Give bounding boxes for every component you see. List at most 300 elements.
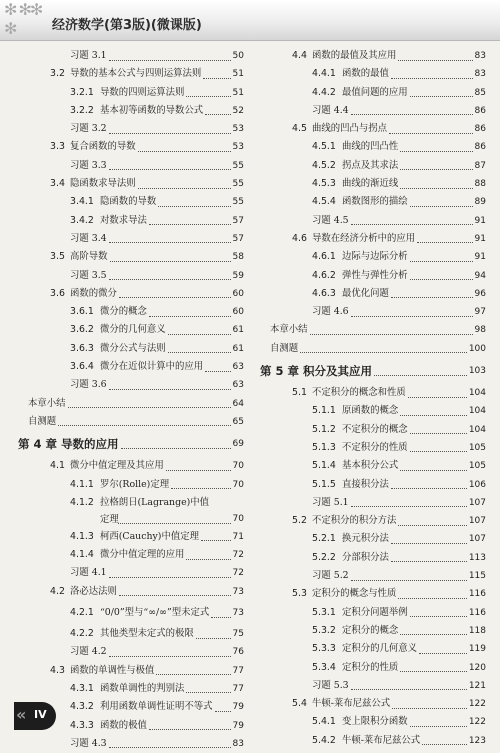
- dot-leader: [400, 470, 467, 471]
- toc-entry-number: 5.1.2: [312, 423, 336, 435]
- dot-leader: [168, 334, 231, 335]
- toc-subsection[interactable]: [18, 321, 244, 339]
- toc-subsection[interactable]: [18, 476, 244, 494]
- dot-leader: [166, 470, 231, 471]
- toc-page-number: 100: [468, 343, 486, 354]
- dot-leader: [392, 708, 467, 709]
- dot-leader: [109, 60, 231, 61]
- toc-page-number: 118: [468, 625, 486, 636]
- toc-section[interactable]: [18, 175, 244, 193]
- toc-entry-title: 弹性与弹性分析: [342, 269, 408, 281]
- toc-summary[interactable]: [18, 395, 244, 413]
- dot-leader: [408, 397, 467, 398]
- toc-entry-title: 函数的最值及其应用: [312, 50, 397, 61]
- toc-subsection[interactable]: [260, 193, 486, 211]
- toc-section[interactable]: [18, 285, 244, 303]
- dot-leader: [168, 352, 231, 353]
- toc-exercise[interactable]: [260, 212, 486, 230]
- toc-summary[interactable]: [18, 413, 244, 431]
- toc-page-number: 63: [232, 362, 244, 373]
- toc-entry-number: 5.3: [292, 588, 307, 600]
- toc-entry-title: 自测题: [28, 415, 57, 427]
- toc-entry-number: 4.1.1: [70, 478, 94, 490]
- toc-entry-title: 直接积分法: [342, 478, 389, 490]
- toc-entry-title: 习题 3.1: [70, 50, 107, 61]
- toc-entry-number: 4.2.1: [70, 607, 94, 619]
- toc-entry-title: 隐函数的导数: [100, 196, 157, 208]
- toc-page-number: 91: [474, 233, 486, 244]
- book-title: 经济数学(第3版)(微课版): [52, 18, 202, 33]
- dot-leader: [156, 674, 230, 675]
- toc-subsection[interactable]: [18, 212, 244, 230]
- toc-page-number: 120: [468, 662, 486, 673]
- toc-page-number: 79: [232, 702, 244, 713]
- dot-leader: [417, 242, 472, 243]
- toc-page-number: 59: [232, 270, 244, 281]
- toc-subsection[interactable]: [18, 680, 244, 698]
- toc-entry-title: 罗尔(Rolle)定理: [100, 478, 170, 490]
- page-header: [0, 0, 500, 41]
- toc-entry-title: 习题 4.4: [312, 104, 349, 116]
- dot-leader: [410, 96, 473, 97]
- toc-entry-title: 牛顿-莱布尼兹公式: [312, 698, 391, 710]
- toc-entry-title: 定积分的几何意义: [342, 643, 418, 655]
- toc-entry-number: 5.3.2: [312, 624, 336, 636]
- dot-leader: [119, 297, 231, 298]
- toc-page-number: 60: [232, 307, 244, 318]
- toc-entry-title: 习题 4.1: [70, 567, 107, 579]
- toc-page-number: 79: [232, 720, 244, 731]
- toc-subsection[interactable]: [18, 102, 244, 120]
- toc-page-number: 60: [232, 288, 244, 299]
- toc-entry-number: 4.2: [50, 585, 65, 597]
- toc-entry-number: 4.4.2: [312, 86, 336, 98]
- dot-leader: [398, 525, 466, 526]
- toc-entry-number: 4.6.3: [312, 287, 336, 299]
- toc-exercise[interactable]: [18, 267, 244, 285]
- toc-entry-number: 3.6.4: [70, 361, 94, 373]
- dot-leader: [109, 169, 231, 170]
- toc-subsection[interactable]: [260, 732, 486, 750]
- toc-entry-title: 其他类型未定式的极限: [100, 628, 194, 640]
- dot-leader: [398, 598, 466, 599]
- dot-leader: [400, 671, 467, 672]
- toc-entry-number: 4.3.1: [70, 682, 94, 694]
- dot-leader: [138, 188, 231, 189]
- dot-leader: [410, 726, 467, 727]
- toc-page-number: 94: [474, 270, 486, 281]
- toc-subsection[interactable]: [260, 421, 486, 439]
- toc-page-number: 61: [232, 343, 244, 354]
- toc-entry-title: 微分的几何意义: [100, 324, 166, 336]
- toc-entry-title: 原函数的概念: [342, 405, 399, 417]
- dot-leader: [351, 224, 473, 225]
- toc-entry-number: 5.4.2: [312, 734, 336, 746]
- toc-subsection[interactable]: [260, 604, 486, 622]
- toc-section[interactable]: [18, 457, 244, 475]
- double-chevron-icon: «: [16, 705, 27, 724]
- toc-page-number: 77: [232, 683, 244, 694]
- dot-leader: [410, 433, 467, 434]
- dot-leader: [149, 316, 231, 317]
- toc-page-number: 76: [232, 647, 244, 658]
- toc-page-number: 83: [474, 69, 486, 80]
- dot-leader: [186, 692, 230, 693]
- toc-page-number: 77: [232, 665, 244, 676]
- toc-subsection[interactable]: [260, 138, 486, 156]
- toc-subsection[interactable]: [260, 713, 486, 731]
- dot-leader: [211, 617, 230, 618]
- toc-page-number: 72: [232, 568, 244, 579]
- toc-subsection[interactable]: [260, 530, 486, 548]
- toc-subsection[interactable]: [260, 84, 486, 102]
- toc-entry-title: 函数图形的描绘: [342, 196, 408, 208]
- toc-subsection[interactable]: [18, 494, 244, 528]
- toc-entry-number: 3.4: [50, 178, 65, 190]
- toc-page-number: 97: [474, 307, 486, 318]
- toc-page-number: 65: [232, 416, 244, 427]
- toc-exercise[interactable]: [260, 102, 486, 120]
- dot-leader: [391, 561, 467, 562]
- toc-page-number: 55: [232, 160, 244, 171]
- toc-page-number: 64: [232, 398, 244, 409]
- toc-summary[interactable]: [260, 321, 486, 339]
- dot-leader: [310, 334, 473, 335]
- toc-entry-number: 3.3: [50, 141, 65, 153]
- toc-page-number: 73: [232, 608, 244, 619]
- toc-page-number: 86: [474, 105, 486, 116]
- toc-entry-title: 习题 3.3: [70, 159, 107, 171]
- dot-leader: [374, 375, 467, 376]
- toc-entry-number: 4.3.3: [70, 719, 94, 731]
- dot-leader: [410, 451, 467, 452]
- toc-subsection[interactable]: [18, 546, 244, 564]
- toc-entry-title: 习题 5.2: [312, 570, 349, 582]
- toc-page-number: 86: [474, 142, 486, 153]
- toc-entry-title: 拐点及其求法: [342, 159, 399, 171]
- toc-entry-number: 5.2.2: [312, 551, 336, 563]
- page-number-badge: [14, 702, 56, 730]
- toc-entry-title: 习题 5.1: [312, 496, 349, 508]
- toc-entry-number: 4.1.3: [70, 530, 94, 542]
- dot-leader: [109, 747, 231, 748]
- toc-exercise[interactable]: [18, 564, 244, 582]
- dot-leader: [205, 114, 230, 115]
- toc-page-number: 104: [468, 388, 486, 399]
- toc-entry-number: 5.1: [292, 387, 307, 399]
- dot-leader: [410, 279, 473, 280]
- toc-entry-number: 4.5.4: [312, 196, 336, 208]
- toc-section[interactable]: [260, 384, 486, 402]
- toc-entry-number: 4.6.2: [312, 269, 336, 281]
- toc-entry-title: 定积分问题举例: [342, 606, 408, 618]
- dot-leader: [391, 543, 467, 544]
- toc-entry-number: 3.2.2: [70, 104, 94, 116]
- dot-leader: [300, 352, 467, 353]
- toc-page-number: 58: [232, 252, 244, 263]
- toc-exercise[interactable]: [18, 735, 244, 753]
- toc-entry-title: 隐函数求导法则: [70, 178, 136, 190]
- toc-section[interactable]: [260, 230, 486, 248]
- toc-entry-title: 曲线的渐近线: [342, 178, 399, 190]
- toc-entry-title: 函数的微分: [70, 287, 117, 299]
- toc-page-number: 96: [474, 288, 486, 299]
- toc-page-number: 115: [468, 571, 486, 582]
- dot-leader: [109, 389, 231, 390]
- dot-leader: [121, 448, 231, 449]
- dot-leader: [203, 78, 230, 79]
- toc-entry-number: 3.5: [50, 251, 65, 263]
- toc-subsection[interactable]: [260, 659, 486, 677]
- toc-entry-title: 本章小结: [28, 397, 66, 409]
- toc-exercise[interactable]: [18, 376, 244, 394]
- toc-subsection[interactable]: [260, 457, 486, 475]
- toc-section[interactable]: [260, 120, 486, 138]
- dot-leader: [109, 242, 231, 243]
- toc-page-number: 69: [232, 439, 244, 450]
- toc-entry-title: 函数单调性的判别法: [100, 682, 185, 694]
- toc-entry-title: 不定积分的概念和性质: [312, 387, 406, 399]
- toc-page-number: 52: [232, 105, 244, 116]
- toc-page-number: 55: [232, 197, 244, 208]
- dot-leader: [138, 151, 231, 152]
- toc-page-number: 73: [232, 586, 244, 597]
- toc-exercise[interactable]: [18, 230, 244, 248]
- toc-section[interactable]: [18, 248, 244, 266]
- toc-page-number: 91: [474, 252, 486, 263]
- toc-entry-title: 基本积分公式: [342, 460, 399, 472]
- dot-leader: [391, 78, 473, 79]
- toc-entry-title: 不定积分的性质: [342, 441, 408, 453]
- toc-entry-number: 4.5: [292, 123, 307, 135]
- toc-entry-title: 习题 4.2: [70, 646, 107, 658]
- toc-entry-title: 高阶导数: [70, 251, 108, 263]
- toc-entry-number: 4.1: [50, 460, 65, 472]
- toc-subsection[interactable]: [260, 640, 486, 658]
- toc-entry-number: 3.2.1: [70, 86, 94, 98]
- toc-entry-title: 导数在经济分析中的应用: [312, 232, 416, 244]
- toc-exercise[interactable]: [260, 494, 486, 512]
- toc-page-number: 91: [474, 215, 486, 226]
- toc-page-number: 123: [468, 735, 486, 746]
- toc-column-left: [18, 47, 244, 753]
- dot-leader: [205, 371, 230, 372]
- toc-page-number: 105: [468, 461, 486, 472]
- toc-subsection[interactable]: [18, 340, 244, 358]
- toc-entry-title: 基本初等函数的导数公式: [100, 104, 204, 116]
- toc-entry-title: 柯西(Cauchy)中值定理: [100, 530, 199, 542]
- toc-entry-number: 5.4: [292, 698, 307, 710]
- snowflake-decoration-icon: ✻ ✻✻ ✻: [4, 0, 42, 38]
- toc-entry-title: 边际与边际分析: [342, 251, 408, 263]
- toc-page-number: 57: [232, 215, 244, 226]
- dot-leader: [110, 261, 231, 262]
- toc-entry-title: 习题 5.3: [312, 679, 349, 691]
- toc-subsection[interactable]: [260, 439, 486, 457]
- toc-entry-number: 4.5.3: [312, 178, 336, 190]
- dot-leader: [410, 261, 473, 262]
- toc-subsection[interactable]: [18, 625, 244, 643]
- toc-entry-title: 导数的基本公式与四则运算法则: [70, 68, 202, 80]
- toc-page-number: 104: [468, 406, 486, 417]
- toc-subsection[interactable]: [260, 622, 486, 640]
- toc-chapter[interactable]: [260, 358, 486, 384]
- dot-leader: [400, 415, 467, 416]
- dot-leader: [410, 206, 473, 207]
- toc-entry-title: 最优化问题: [342, 287, 389, 299]
- dot-leader: [171, 488, 230, 489]
- toc-page-number: 70: [232, 479, 244, 490]
- toc-exercise[interactable]: [18, 120, 244, 138]
- toc-entry-title: 不定积分的积分方法: [312, 515, 397, 527]
- toc-page-number: 51: [232, 87, 244, 98]
- toc-section[interactable]: [260, 695, 486, 713]
- toc-page-number: 71: [232, 531, 244, 542]
- toc-entry-number: 3.6.3: [70, 342, 94, 354]
- toc-entry-number: 5.3.4: [312, 661, 336, 673]
- toc-subsection[interactable]: [18, 601, 244, 625]
- toc-exercise[interactable]: [18, 47, 244, 65]
- toc-entry-number: 4.3.2: [70, 701, 94, 713]
- toc-entry-title: 分部积分法: [342, 551, 389, 563]
- toc-entry-number: 3.6: [50, 287, 65, 299]
- toc-subsection[interactable]: [18, 303, 244, 321]
- toc-entry-number: 4.3: [50, 664, 65, 676]
- toc-page-number: 61: [232, 325, 244, 336]
- toc-entry-title: 习题 4.3: [70, 737, 107, 749]
- toc-page-number: 53: [232, 124, 244, 135]
- toc-subsection[interactable]: [260, 549, 486, 567]
- page-number: IV: [34, 708, 47, 721]
- toc-exercise[interactable]: [260, 303, 486, 321]
- toc-subsection[interactable]: [18, 84, 244, 102]
- toc-page-number: 116: [468, 589, 486, 600]
- toc-subsection[interactable]: [260, 285, 486, 303]
- dot-leader: [109, 577, 231, 578]
- dot-leader: [158, 206, 230, 207]
- toc-entry-number: 4.2.2: [70, 628, 94, 640]
- toc-entry-title: 第 4 章 导数的应用: [18, 437, 119, 452]
- dot-leader: [391, 488, 467, 489]
- toc-section[interactable]: [260, 512, 486, 530]
- toc-page-number: 89: [474, 197, 486, 208]
- toc-section[interactable]: [18, 583, 244, 601]
- dot-leader: [118, 523, 231, 524]
- toc-entry-number: 3.4.2: [70, 214, 94, 226]
- toc-entry-title: 习题 4.6: [312, 306, 349, 318]
- toc-subsection[interactable]: [260, 402, 486, 420]
- toc-entry-title: 变上限积分函数: [342, 716, 408, 728]
- dot-leader: [149, 729, 231, 730]
- toc-entry-number: 5.1.5: [312, 478, 336, 490]
- toc-entry-title: 习题 3.4: [70, 232, 107, 244]
- toc-page-number: 107: [468, 497, 486, 508]
- toc-summary[interactable]: [260, 340, 486, 358]
- toc-exercise[interactable]: [260, 677, 486, 695]
- toc-subsection[interactable]: [260, 248, 486, 266]
- dot-leader: [68, 407, 231, 408]
- toc-entry-number: 4.1.2: [70, 496, 94, 508]
- toc-entry-title: 自测题: [270, 342, 299, 354]
- dot-leader: [400, 151, 472, 152]
- toc-entry-title: 微分的概念: [100, 306, 147, 318]
- toc-entry-number: 4.6: [292, 232, 307, 244]
- toc-entry-title: 函数的最值: [342, 68, 389, 80]
- toc-section[interactable]: [18, 138, 244, 156]
- dot-leader: [351, 580, 467, 581]
- toc-page-number: 121: [468, 680, 486, 691]
- toc-entry-number: 5.2: [292, 515, 307, 527]
- toc-page-number: 72: [232, 550, 244, 561]
- toc-exercise[interactable]: [18, 643, 244, 661]
- dot-leader: [109, 656, 231, 657]
- toc-section[interactable]: [18, 662, 244, 680]
- toc-page-number: 104: [468, 424, 486, 435]
- toc-entry-number: 4.6.1: [312, 251, 336, 263]
- toc-entry-title: 对数求导法: [100, 214, 147, 226]
- toc-subsection[interactable]: [18, 193, 244, 211]
- toc-page-number: 70: [232, 513, 244, 524]
- toc-section[interactable]: [18, 65, 244, 83]
- toc-page-number: 63: [232, 380, 244, 391]
- toc-subsection[interactable]: [18, 528, 244, 546]
- toc-subsection[interactable]: [260, 175, 486, 193]
- dot-leader: [351, 506, 467, 507]
- toc-entry-title: 函数的极值: [100, 719, 147, 731]
- dot-leader: [201, 540, 231, 541]
- dot-leader: [351, 114, 473, 115]
- toc-entry-title: 不定积分的概念: [342, 423, 408, 435]
- dot-leader: [109, 279, 231, 280]
- toc-page-number: 122: [468, 717, 486, 728]
- toc-subsection[interactable]: [260, 65, 486, 83]
- toc-entry-number: 4.4.1: [312, 68, 336, 80]
- dot-leader: [109, 133, 231, 134]
- dot-leader: [391, 297, 473, 298]
- toc-subsection[interactable]: [260, 267, 486, 285]
- toc-entry-title: 曲线的凹凸与拐点: [312, 123, 388, 135]
- toc-section[interactable]: [260, 47, 486, 65]
- toc-entry-title: 本章小结: [270, 324, 308, 336]
- toc-entry-title: 第 5 章 积分及其应用: [260, 364, 373, 379]
- toc-subsection[interactable]: [260, 476, 486, 494]
- toc-section[interactable]: [260, 585, 486, 603]
- toc-page-number: 119: [468, 644, 486, 655]
- toc-exercise[interactable]: [260, 567, 486, 585]
- dot-leader: [58, 425, 230, 426]
- toc-subsection[interactable]: [260, 157, 486, 175]
- toc-page-number: 116: [468, 607, 486, 618]
- toc-page-number: 98: [474, 325, 486, 336]
- dot-leader: [215, 711, 231, 712]
- toc-entry-number: 4.5.2: [312, 159, 336, 171]
- toc-entry-title: 函数的单调性与极值: [70, 664, 155, 676]
- toc-entry-number: 3.4.1: [70, 196, 94, 208]
- toc-entry-number: 5.2.1: [312, 533, 336, 545]
- dot-leader: [400, 169, 472, 170]
- toc-page-number: 85: [474, 87, 486, 98]
- toc-entry-title: 定积分的概念: [342, 624, 399, 636]
- toc-entry-number: 5.4.1: [312, 716, 336, 728]
- toc-chapter[interactable]: [18, 431, 244, 457]
- toc-entry-title: 最值问题的应用: [342, 86, 408, 98]
- toc-entry-number: 4.4: [292, 50, 307, 61]
- toc-page-number: 75: [232, 629, 244, 640]
- toc-subsection[interactable]: [18, 358, 244, 376]
- toc-page-number: 53: [232, 142, 244, 153]
- toc-exercise[interactable]: [18, 157, 244, 175]
- toc-page-number: 87: [474, 160, 486, 171]
